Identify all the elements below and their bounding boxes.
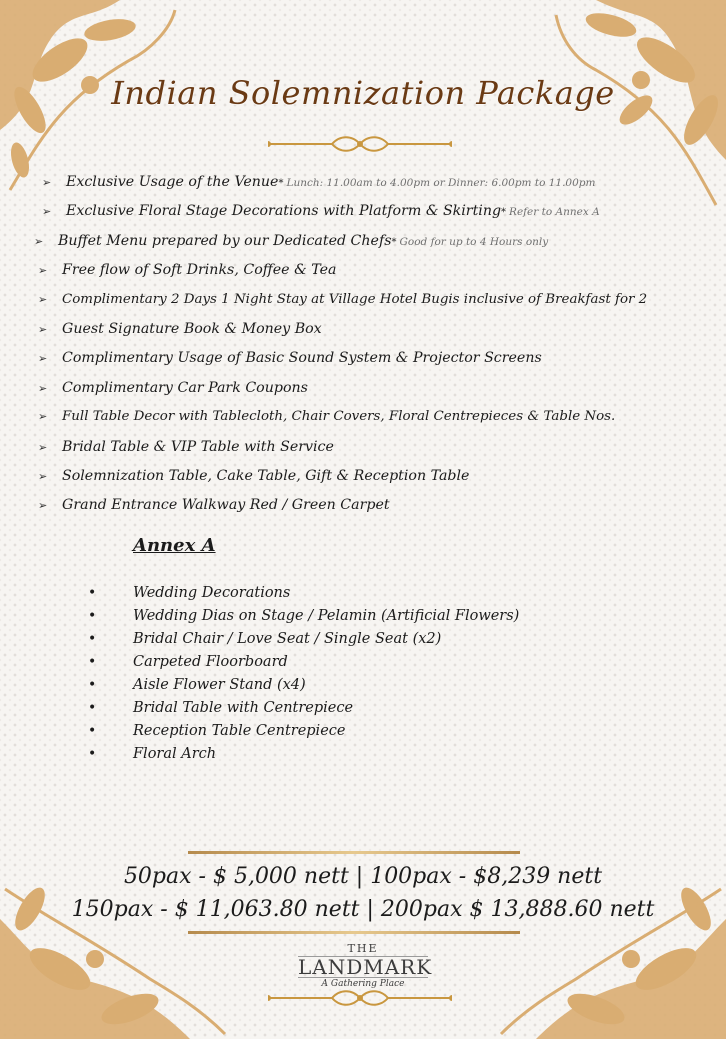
ornamental-divider-icon	[268, 989, 452, 1007]
arrow-bullet-icon: ➢	[38, 499, 48, 513]
price-divider-top	[188, 851, 520, 854]
list-item: • Reception Table Centrepiece	[88, 723, 346, 739]
list-item: ➢ Buffet Menu prepared by our Dedicated Chefs * Good for up to 4 Hours only	[34, 232, 549, 249]
logo-name: LANDMARK	[298, 955, 433, 979]
bullet-dot-icon: •	[88, 723, 97, 739]
list-item: ➢ Complimentary Car Park Coupons	[38, 379, 308, 396]
bullet-dot-icon: •	[88, 585, 97, 601]
bullet-dot-icon: •	[88, 746, 97, 762]
list-item: ➢ Exclusive Usage of the Venue * Lunch: 11.00am to 4.00pm or Dinner: 6.00pm to 11.00pm	[42, 174, 596, 190]
list-item: ➢ Complimentary 2 Days 1 Night Stay at Village Hotel Bugis inclusive of Breakfast for 2	[38, 291, 648, 307]
logo-the: THE	[347, 942, 379, 955]
list-item: ➢ Grand Entrance Walkway Red / Green Carpet	[38, 497, 390, 514]
feature-list	[34, 174, 718, 527]
arrow-bullet-icon: ➢	[38, 469, 48, 483]
list-item: • Aisle Flower Stand (x4)	[88, 677, 306, 693]
bullet-dot-icon: •	[88, 700, 97, 716]
list-item: ➢ Full Table Decor with Tablecloth, Chair Covers, Floral Centrepieces & Table Nos.	[38, 409, 616, 425]
list-item: ➢ Complimentary Usage of Basic Sound System & Projector Screens	[38, 350, 542, 367]
list-item: ➢ Guest Signature Book & Money Box	[38, 320, 322, 337]
price-line-1: 50pax - $ 5,000 nett | 100pax - $8,239 nett	[123, 864, 603, 889]
list-item: • Carpeted Floorboard	[88, 654, 288, 670]
bullet-dot-icon: •	[88, 608, 97, 624]
ornamental-divider-icon	[268, 135, 452, 153]
list-item: ➢ Bridal Table & VIP Table with Service	[38, 438, 334, 455]
annex-title: Annex A	[133, 535, 216, 556]
landmark-logo	[292, 942, 434, 989]
list-item: ➢ Free flow of Soft Drinks, Coffee & Tea	[38, 262, 337, 279]
list-item: • Floral Arch	[88, 746, 217, 762]
arrow-bullet-icon: ➢	[38, 381, 48, 395]
arrow-bullet-icon: ➢	[38, 292, 48, 306]
list-item: • Wedding Decorations	[88, 585, 291, 601]
arrow-bullet-icon: ➢	[38, 264, 48, 278]
bullet-dot-icon: •	[88, 654, 97, 670]
list-item: • Bridal Table with Centrepiece	[88, 700, 354, 716]
bullet-dot-icon: •	[88, 631, 97, 647]
arrow-bullet-icon: ➢	[42, 205, 52, 219]
bullet-dot-icon: •	[88, 677, 97, 693]
list-item: • Bridal Chair / Love Seat / Single Seat (x2)	[88, 631, 442, 647]
list-item: • Wedding Dias on Stage / Pelamin (Artificial Flowers)	[88, 608, 520, 624]
arrow-bullet-icon: ➢	[42, 176, 52, 189]
arrow-bullet-icon: ➢	[38, 352, 48, 366]
list-item: ➢ Solemnization Table, Cake Table, Gift & Reception Table	[38, 467, 470, 484]
arrow-bullet-icon: ➢	[34, 234, 44, 248]
arrow-bullet-icon: ➢	[38, 440, 48, 454]
logo-tagline: A Gathering Place	[321, 979, 405, 989]
arrow-bullet-icon: ➢	[38, 410, 48, 424]
arrow-bullet-icon: ➢	[38, 322, 48, 336]
list-item: ➢ Exclusive Floral Stage Decorations with Platform & Skirting * Refer to Annex A	[42, 203, 600, 220]
annex-list	[88, 585, 519, 769]
price-divider-bottom	[188, 931, 520, 934]
page-title: Indian Solemnization Package	[111, 74, 615, 112]
price-line-2: 150pax - $ 11,063.80 nett | 200pax $ 13,888.60 nett	[71, 897, 655, 922]
